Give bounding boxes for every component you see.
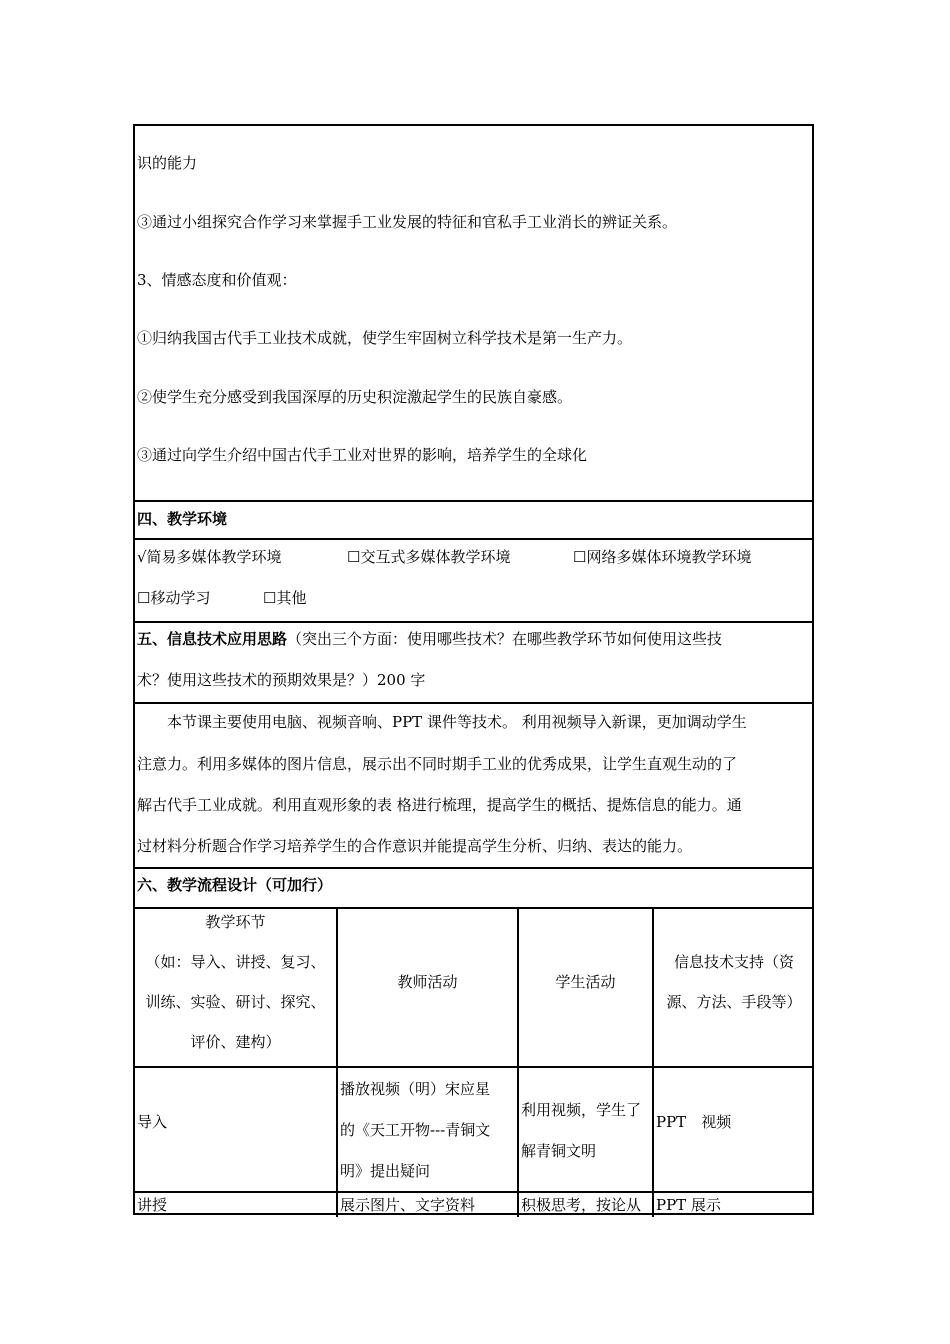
table-cell-stage: 导入 — [137, 1113, 168, 1131]
cell-line: 解青铜文明 — [521, 1142, 597, 1160]
divider — [135, 867, 812, 869]
env-option-mobile: ☐移动学习 — [137, 589, 211, 607]
cell-line: 利用视频，学生了 — [521, 1101, 642, 1119]
divider — [135, 702, 812, 704]
header-line: 评价、建构） — [190, 1033, 281, 1051]
lesson-plan-frame — [133, 124, 814, 1215]
section-note: （突出三个方面：使用哪些技术？在哪些教学环节如何使用这些技 — [287, 630, 723, 648]
header-line: 训练、实验、研讨、探究、 — [145, 993, 326, 1011]
table-cell-tech: PPT 视频 — [656, 1113, 732, 1131]
header-student: 学生活动 — [555, 973, 616, 991]
env-option-simple: √简易多媒体教学环境 — [137, 548, 282, 566]
header-line: 教学环节 — [205, 913, 266, 931]
divider — [135, 1066, 812, 1068]
divider — [135, 621, 812, 623]
objective-text: ③通过小组探究合作学习来掌握手工业发展的特征和官私手工业消长的辨证关系。 — [137, 213, 678, 231]
table-cell-teacher — [340, 1069, 490, 1192]
paragraph-line: 本节课主要使用电脑、视频音响、PPT 课件等技术。 利用视频导入新课，更加调动学生 — [167, 713, 747, 731]
column-divider — [336, 907, 338, 1217]
table-cell-teacher: 展示图片、文字资料 — [340, 1196, 476, 1214]
column-divider — [517, 907, 519, 1217]
divider — [135, 500, 812, 502]
table-cell-student: 积极思考，按论从 — [521, 1196, 642, 1214]
paragraph-line: 注意力。利用多媒体的图片信息，展示出不同时期手工业的优秀成果，让学生直观生动的了 — [137, 755, 738, 773]
cell-line: 的《天工开物---青铜文 — [340, 1121, 491, 1139]
paragraph-line: 解古代手工业成就。利用直观形象的表 格进行梳理，提高学生的概括、提炼信息的能力。通 — [137, 796, 742, 814]
header-line: 源、方法、手段等） — [666, 993, 802, 1011]
env-option-network: ☐网络多媒体环境教学环境 — [573, 548, 752, 566]
objective-heading: 3、情感态度和价值观： — [137, 271, 297, 289]
header-line: （如：导入、讲授、复习、 — [145, 953, 326, 971]
objective-text: ③通过向学生介绍中国古代手工业对世界的影响，培养学生的全球化 — [137, 446, 588, 464]
header-tech — [654, 942, 814, 1022]
section-title: 六、教学流程设计（可加行） — [137, 876, 333, 894]
header-stage — [135, 902, 336, 1062]
header-line: 信息技术支持（资 — [673, 953, 794, 971]
env-option-other: ☐其他 — [263, 589, 307, 607]
env-option-interactive: ☐交互式多媒体教学环境 — [347, 548, 511, 566]
cell-line: 明》提出疑问 — [340, 1162, 431, 1180]
table-cell-tech: PPT 展示 — [656, 1196, 721, 1214]
table-cell-stage: 讲授 — [137, 1196, 168, 1214]
divider — [135, 538, 812, 540]
section-heading-line — [137, 628, 722, 649]
objective-text: ②使学生充分感受到我国深厚的历史积淀激起学生的民族自豪感。 — [137, 388, 573, 406]
section-note: 术？使用这些技术的预期效果是？）200 字 — [137, 671, 426, 689]
section-title: 四、教学环境 — [137, 510, 228, 528]
section-title: 五、信息技术应用思路 — [137, 630, 288, 648]
objective-text: ①归纳我国古代手工业技术成就，使学生牢固树立科学技术是第一生产力。 — [137, 329, 633, 347]
paragraph-line: 过材料分析题合作学习培养学生的合作意识并能提高学生分析、归纳、表达的能力。 — [137, 837, 693, 855]
header-teacher: 教师活动 — [397, 973, 458, 991]
table-cell-student — [521, 1090, 641, 1172]
cell-line: 播放视频（明）宋应星 — [340, 1080, 491, 1098]
objective-text: 识的能力 — [137, 154, 198, 172]
divider — [135, 1191, 812, 1193]
